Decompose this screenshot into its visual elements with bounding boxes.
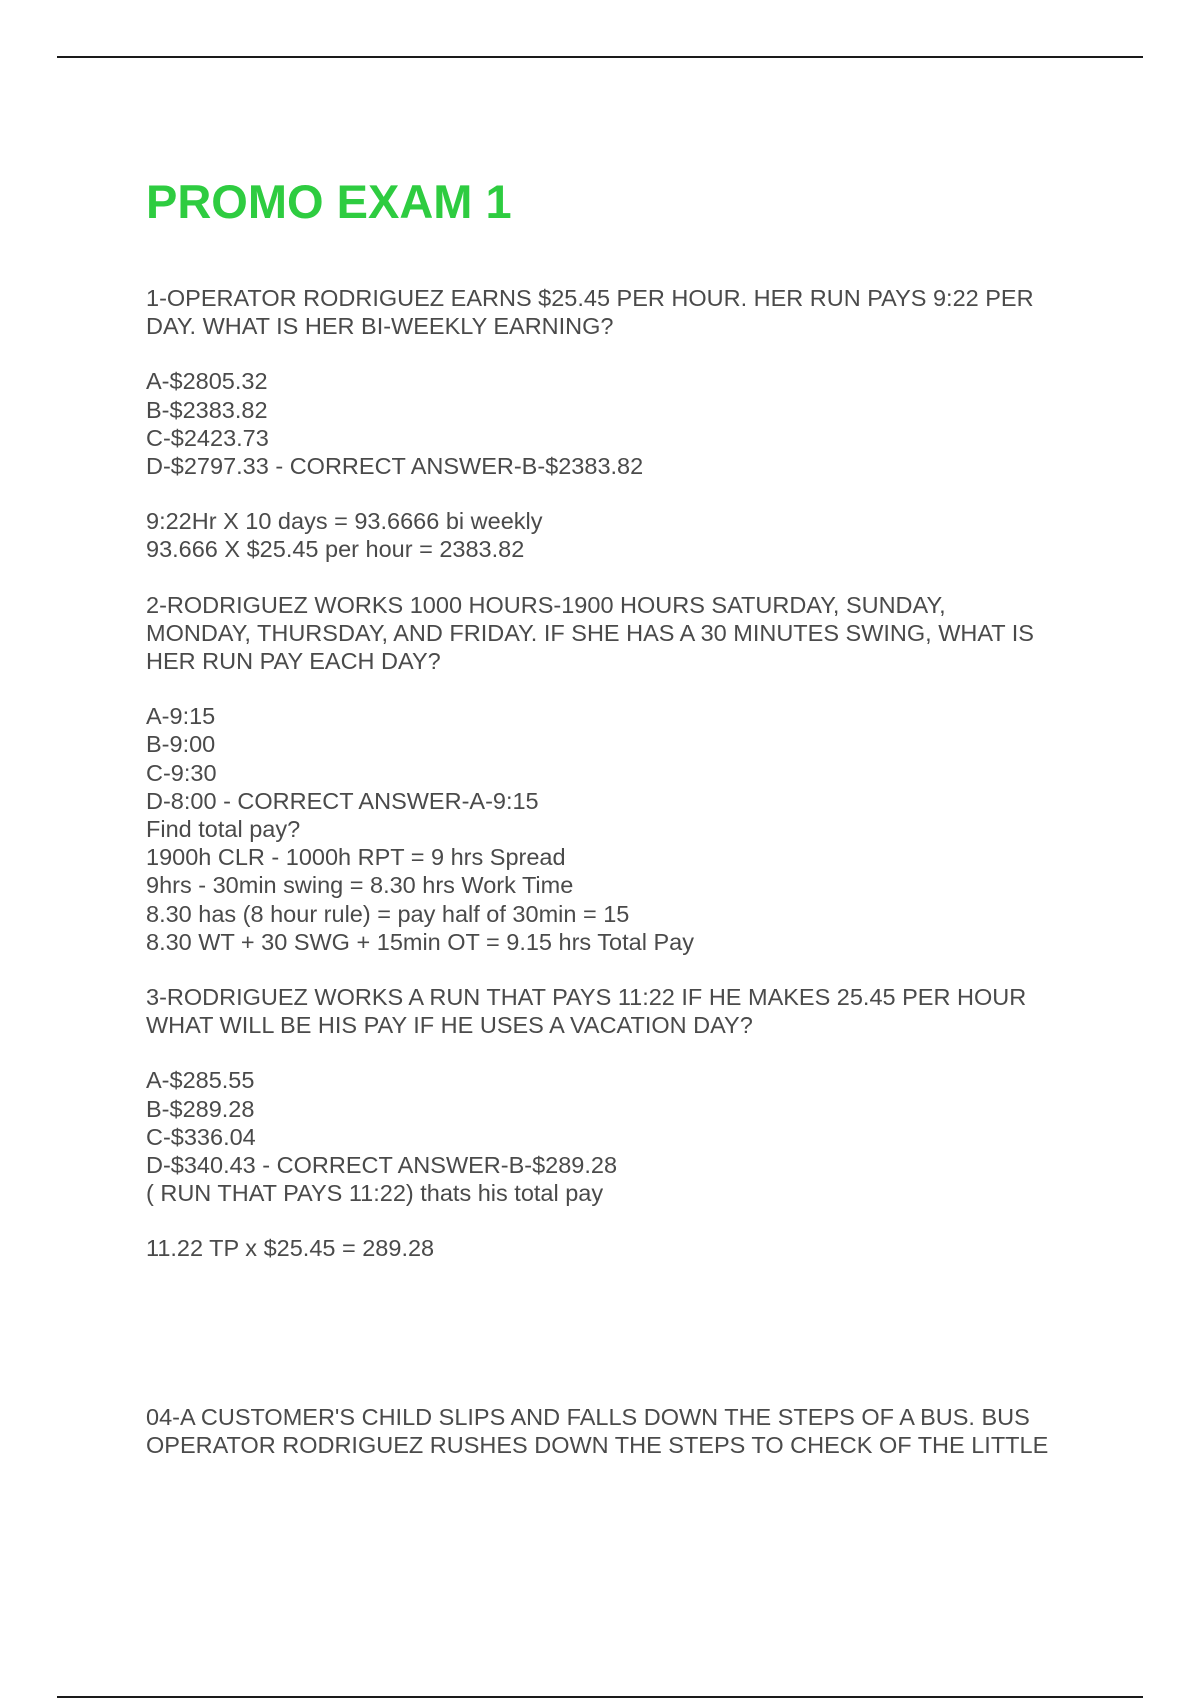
spacer [146, 1290, 1106, 1403]
question-text-line: 3-RODRIGUEZ WORKS A RUN THAT PAYS 11:22 IF HE MAKES 25.45 PER HOUR [146, 984, 1027, 1011]
question-text-line: 04-A CUSTOMER'S CHILD SLIPS AND FALLS DOWN THE STEPS OF A BUS. BUS [146, 1403, 1030, 1430]
exam-content [146, 284, 1106, 1486]
question-text-line: MONDAY, THURSDAY, AND FRIDAY. IF SHE HAS A 30 MINUTES SWING, WHAT IS [146, 619, 1034, 646]
question-1 [146, 284, 1106, 340]
question-4 [146, 1403, 1106, 1459]
work-1 [146, 507, 1106, 563]
work-line: 9hrs - 30min swing = 8.30 hrs Work Time [146, 872, 574, 899]
answer-note: ( RUN THAT PAYS 11:22) thats his total pay [146, 1180, 604, 1207]
header-rule [57, 56, 1143, 58]
question-text-line: 2-RODRIGUEZ WORKS 1000 HOURS-1900 HOURS SATURDAY, SUNDAY, [146, 591, 946, 618]
work-line: 8.30 has (8 hour rule) = pay half of 30min = 15 [146, 900, 630, 927]
question-3 [146, 983, 1106, 1039]
footer-rule [57, 1696, 1143, 1698]
work-line: 1900h CLR - 1000h RPT = 9 hrs Spread [146, 844, 566, 871]
work-line: 93.666 X $25.45 per hour = 2383.82 [146, 536, 525, 563]
work-line: 11.22 TP x $25.45 = 289.28 [146, 1235, 435, 1262]
page-title: PROMO EXAM 1 [146, 175, 512, 228]
answer-option: B-9:00 [146, 731, 216, 758]
answer-option: C-$2423.73 [146, 424, 269, 451]
answer-options-3 [146, 1066, 1106, 1207]
answer-option: C-9:30 [146, 759, 217, 786]
answer-option: D-$340.43 - CORRECT ANSWER-B-$289.28 [146, 1152, 618, 1179]
question-2 [146, 591, 1106, 676]
work-line: 9:22Hr X 10 days = 93.6666 bi weekly [146, 508, 543, 535]
work-line: 8.30 WT + 30 SWG + 15min OT = 9.15 hrs Total Pay [146, 928, 694, 955]
answer-options-1 [146, 367, 1106, 480]
work-3 [146, 1234, 1106, 1262]
answer-option: D-8:00 - CORRECT ANSWER-A-9:15 [146, 787, 539, 814]
work-line: Find total pay? [146, 816, 301, 843]
answer-options-2 [146, 702, 1106, 956]
answer-option: A-$285.55 [146, 1067, 255, 1094]
answer-option: C-$336.04 [146, 1123, 256, 1150]
question-text-line: WHAT WILL BE HIS PAY IF HE USES A VACATION DAY? [146, 1012, 753, 1039]
answer-option: A-$2805.32 [146, 368, 268, 395]
question-text-line: OPERATOR RODRIGUEZ RUSHES DOWN THE STEPS TO CHECK OF THE LITTLE [146, 1431, 1049, 1458]
answer-option: A-9:15 [146, 703, 216, 730]
answer-option: B-$2383.82 [146, 396, 268, 423]
question-text-line: 1-OPERATOR RODRIGUEZ EARNS $25.45 PER HOUR. HER RUN PAYS 9:22 PER [146, 285, 1034, 311]
question-text-line: DAY. WHAT IS HER BI-WEEKLY EARNING? [146, 313, 614, 340]
question-text-line: HER RUN PAY EACH DAY? [146, 648, 441, 675]
answer-option: B-$289.28 [146, 1095, 255, 1122]
answer-option: D-$2797.33 - CORRECT ANSWER-B-$2383.82 [146, 453, 644, 480]
